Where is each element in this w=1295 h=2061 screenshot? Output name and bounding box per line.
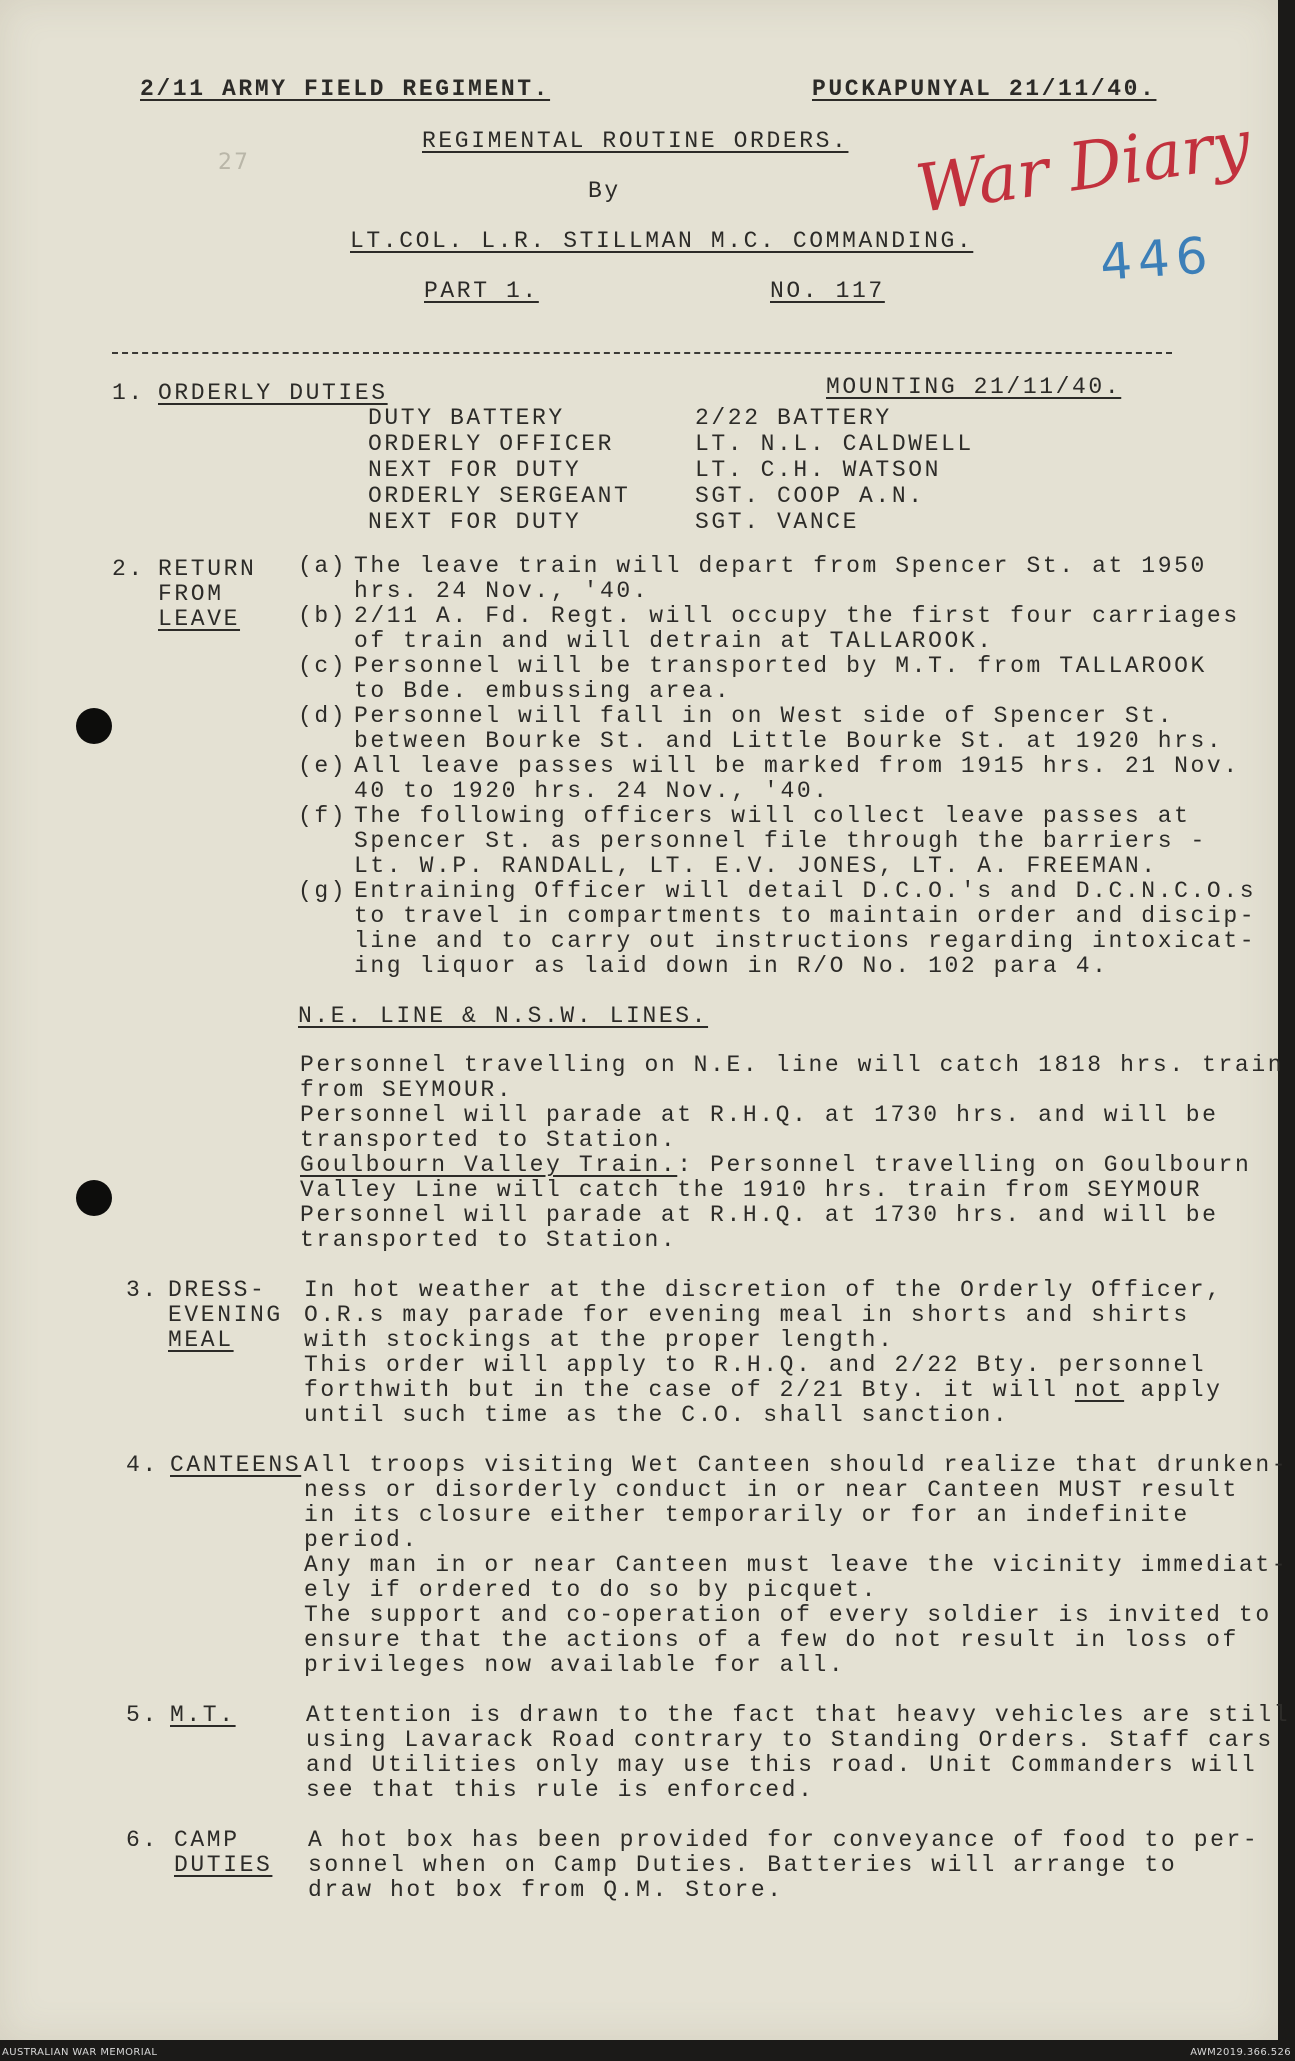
paragraph-line: until such time as the C.O. shall sanction. [304,1402,1010,1428]
document-title: REGIMENTAL ROUTINE ORDERS. [422,128,849,154]
duty-role: NEXT FOR DUTY [368,457,582,483]
paragraph-line: ness or disorderly conduct in or near Canteen MUST result [304,1477,1239,1503]
item-text: line and to carry out instructions regarding intoxicat- [354,928,1257,954]
item-tag: (b) [298,603,348,629]
section-heading: LEAVE [158,606,241,632]
item-text: Spencer St. as personnel file through the barriers - [354,828,1207,854]
paragraph-line: Any man in or near Canteen must leave the vicinity immediat- [304,1552,1289,1578]
paragraph-line: Valley Line will catch the 1910 hrs. train from SEYMOUR [300,1177,1203,1203]
paragraph-line: Personnel will parade at R.H.Q. at 1730 hrs. and will be [300,1102,1219,1128]
footer-credit: AUSTRALIAN WAR MEMORIAL [2,2047,158,2058]
item-tag: (f) [298,803,348,829]
paragraph-line: see that this rule is enforced. [306,1777,815,1803]
paragraph-line: period. [304,1527,419,1553]
paragraph-text: forthwith but in the case of 2/21 Bty. it will [304,1377,1075,1403]
order-number: NO. 117 [770,278,885,304]
item-text: of train and will detrain at TALLAROOK. [354,628,994,654]
punch-hole-top [76,708,112,744]
section-heading: ORDERLY DUTIES [158,380,388,406]
item-text: Lt. W.P. RANDALL, LT. E.V. JONES, LT. A. FREEMAN. [354,853,1158,879]
paragraph-line: in its closure either temporarily or for an indefinite [304,1502,1190,1528]
paragraph-line: Attention is drawn to the fact that heavy vehicles are still [306,1702,1291,1728]
emphasis-text: not [1074,1377,1125,1403]
paragraph-line: from SEYMOUR. [300,1077,514,1103]
duty-assignee: LT. N.L. CALDWELL [695,431,974,457]
paragraph-line: and Utilities only may use this road. Unit Commanders will [306,1752,1258,1778]
section-number: 2. [112,556,145,582]
item-text: All leave passes will be marked from 1915 hrs. 21 Nov. [354,753,1240,779]
paragraph-line: All troops visiting Wet Canteen should realize that drunken- [304,1452,1289,1478]
duty-assignee: SGT. VANCE [695,509,860,535]
item-text: hrs. 24 Nov., '40. [354,578,650,604]
paragraph-line [300,1152,1251,1178]
paragraph-line: privileges now available for all. [304,1652,846,1678]
item-tag: (c) [298,653,348,679]
item-text: to travel in compartments to maintain order and discip- [354,903,1257,929]
item-text: Personnel will fall in on West side of Spencer St. [354,703,1175,729]
section-number: 3. [126,1277,159,1303]
paragraph-line: ely if ordered to do so by picquet. [304,1577,879,1603]
paragraph-line: sonnel when on Camp Duties. Batteries will arrange to [308,1852,1178,1878]
pencil-annotation: 27 [218,150,250,175]
duty-assignee: SGT. COOP A.N. [695,483,925,509]
item-tag: (g) [298,878,348,904]
duty-role: ORDERLY SERGEANT [368,483,631,509]
duty-role: DUTY BATTERY [368,405,565,431]
folio-number-handwriting: 446 [1098,226,1216,292]
paragraph-line: This order will apply to R.H.Q. and 2/22 Bty. personnel [304,1352,1207,1378]
duty-assignee: 2/22 BATTERY [695,405,892,431]
duty-role: NEXT FOR DUTY [368,509,582,535]
paragraph-line: Personnel travelling on N.E. line will catch 1818 hrs. train [300,1052,1285,1078]
paragraph-line: A hot box has been provided for conveyance of food to per- [308,1827,1260,1853]
paragraph-line: using Lavarack Road contrary to Standing Orders. Staff cars [306,1727,1274,1753]
item-text: to Bde. embussing area. [354,678,732,704]
section-heading: DUTIES [174,1852,273,1878]
section-heading: M.T. [170,1702,236,1728]
paragraph-line: The support and co-operation of every soldier is invited to [304,1602,1272,1628]
item-tag: (d) [298,703,348,729]
duty-role: ORDERLY OFFICER [368,431,615,457]
paragraph-line: with stockings at the proper length. [304,1327,895,1353]
item-tag: (e) [298,753,348,779]
section-heading: CANTEENS [170,1452,302,1478]
section-heading: FROM [158,581,224,607]
part-number: PART 1. [424,278,539,304]
footer-accession-number: AWM2019.366.526 [1190,2047,1291,2058]
item-text: Personnel will be transported by M.T. from TALLAROOK [354,653,1207,679]
section-heading: DRESS- [168,1277,267,1303]
paragraph-text: apply [1124,1377,1223,1403]
section-number: 6. [126,1827,159,1853]
divider-rule [112,352,1172,354]
section-heading: RETURN [158,556,257,582]
section-number: 1. [112,380,145,406]
war-diary-handwriting: War Diary [911,104,1255,229]
paragraph-line: In hot weather at the discretion of the Orderly Officer, [304,1277,1223,1303]
commanding-officer: LT.COL. L.R. STILLMAN M.C. COMMANDING. [350,228,974,254]
train-text: : Personnel travelling on Goulbourn [677,1152,1252,1178]
item-text: The leave train will depart from Spencer St. at 1950 [354,553,1207,579]
item-text: Entraining Officer will detail D.C.O.'s and D.C.N.C.O.s [354,878,1257,904]
punch-hole-bottom [76,1180,112,1216]
paragraph-line: draw hot box from Q.M. Store. [308,1877,784,1903]
by-line: By [588,178,621,204]
section-number: 5. [126,1702,159,1728]
item-tag: (a) [298,553,348,579]
sub-heading: N.E. LINE & N.S.W. LINES. [298,1003,709,1029]
paragraph-line: transported to Station. [300,1127,678,1153]
section-heading: EVENING [168,1302,283,1328]
paragraph-line: transported to Station. [300,1227,678,1253]
duty-assignee: LT. C.H. WATSON [695,457,942,483]
paragraph-line: Personnel will parade at R.H.Q. at 1730 hrs. and will be [300,1202,1219,1228]
item-text: 40 to 1920 hrs. 24 Nov., '40. [354,778,830,804]
item-text: The following officers will collect leave passes at [354,803,1191,829]
section-heading: MEAL [168,1327,234,1353]
place-date: PUCKAPUNYAL 21/11/40. [812,76,1157,102]
item-text: ing liquor as laid down in R/O No. 102 para 4. [354,953,1109,979]
paragraph-line: ensure that the actions of a few do not result in loss of [304,1627,1239,1653]
train-heading: Goulbourn Valley Train. [300,1152,678,1178]
section-heading: CAMP [174,1827,240,1853]
paragraph-line [304,1377,1223,1403]
item-text: between Bourke St. and Little Bourke St. at 1920 hrs. [354,728,1224,754]
unit-name: 2/11 ARMY FIELD REGIMENT. [140,76,551,102]
item-text: 2/11 A. Fd. Regt. will occupy the first four carriages [354,603,1240,629]
section-number: 4. [126,1452,159,1478]
paragraph-line: O.R.s may parade for evening meal in shorts and shirts [304,1302,1190,1328]
mounting-date: MOUNTING 21/11/40. [826,374,1122,400]
